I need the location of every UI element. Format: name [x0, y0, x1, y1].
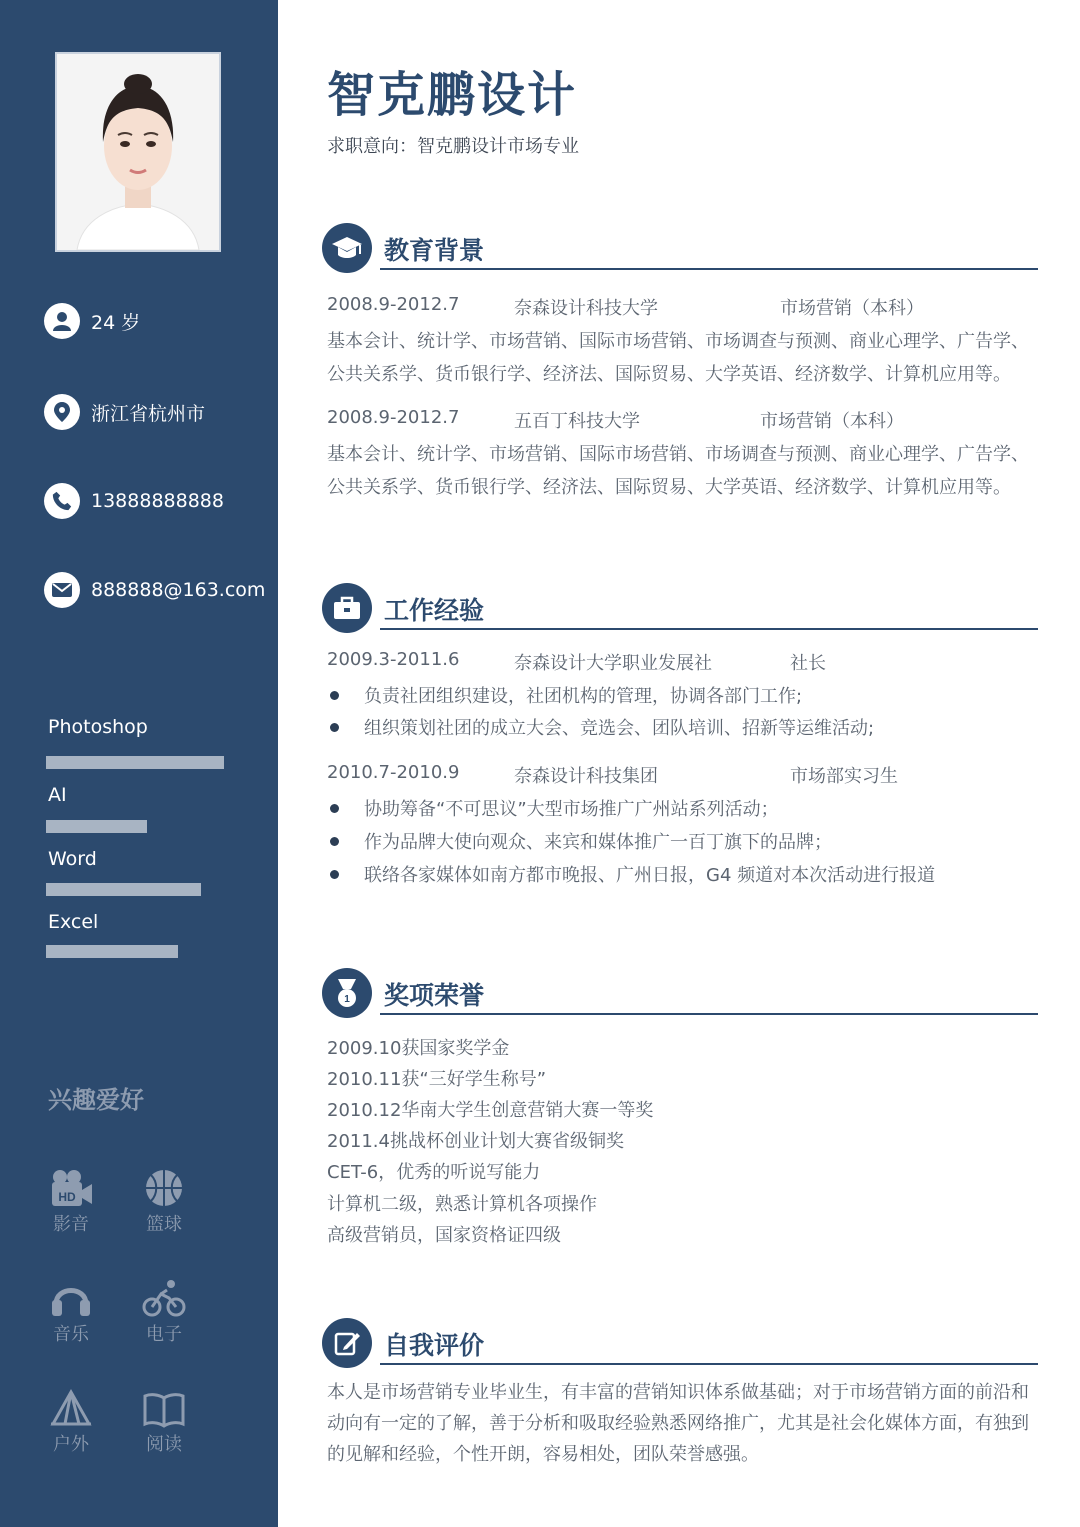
- briefcase-icon: [322, 583, 372, 633]
- hobby-label: 电子: [146, 1324, 182, 1345]
- resume-name: 智克鹏设计: [327, 67, 578, 123]
- hobby-label: 户外: [53, 1434, 89, 1455]
- skill-bar-ai: [46, 820, 224, 833]
- hobby-music: [41, 1276, 101, 1346]
- award-item: 2011.4挑战杯创业计划大赛省级铜奖: [327, 1131, 624, 1152]
- work-role: 社长: [790, 653, 826, 674]
- section-divider: [380, 1363, 1038, 1365]
- contact-age: [44, 303, 140, 339]
- section-title: 自我评价: [384, 1331, 485, 1360]
- contact-location: [44, 394, 205, 430]
- profile-photo: [55, 52, 221, 252]
- hobby-outdoor: [41, 1386, 101, 1456]
- skill-label-ai: AI: [48, 784, 67, 806]
- cyclist-icon: [134, 1276, 194, 1318]
- skill-label-photoshop: Photoshop: [48, 716, 148, 738]
- edu-courses-line: 公共关系学、货币银行学、经济法、国际贸易、大学英语、经济数学、计算机应用等。: [327, 364, 1011, 385]
- person-icon: [44, 303, 80, 339]
- work-org: 奈森设计科技集团: [514, 766, 658, 787]
- svg-text:1: 1: [344, 994, 350, 1005]
- phone-icon: [44, 483, 80, 519]
- award-item: 计算机二级，熟悉计算机各项操作: [327, 1194, 597, 1215]
- edu-school: 奈森设计科技大学: [514, 298, 658, 319]
- work-period: 2010.7-2010.9: [327, 762, 460, 783]
- hobby-label: 音乐: [53, 1324, 89, 1345]
- hobby-basketball: [134, 1166, 194, 1236]
- hobby-label: 影音: [53, 1214, 89, 1235]
- medal-icon: [322, 968, 372, 1018]
- work-bullet: 组织策划社团的成立大会、竞选会、团队培训、招新等运维活动;: [327, 714, 874, 740]
- section-divider: [380, 1013, 1038, 1015]
- email-text: 888888@163.com: [91, 579, 266, 601]
- work-org: 奈森设计大学职业发展社: [514, 653, 712, 674]
- hobby-cycling: [134, 1276, 194, 1346]
- skill-bar-excel: [46, 945, 224, 958]
- edu-courses-line: 公共关系学、货币银行学、经济法、国际贸易、大学英语、经济数学、计算机应用等。: [327, 477, 1011, 498]
- work-period: 2009.3-2011.6: [327, 649, 460, 670]
- award-item: 2010.11获“三好学生称号”: [327, 1069, 547, 1090]
- sidebar: [0, 0, 278, 1527]
- edu-major: 市场营销（本科）: [760, 411, 904, 432]
- section-title: 教育背景: [384, 236, 485, 265]
- section-awards-header: [322, 968, 1038, 1020]
- section-education-header: [322, 223, 1038, 275]
- age-text: 24 岁: [91, 311, 141, 334]
- work-entry-1-header: [327, 649, 826, 674]
- edu-period: 2008.9-2012.7: [327, 294, 460, 315]
- award-item: 高级营销员，国家资格证四级: [327, 1225, 561, 1246]
- section-self-eval-header: [322, 1318, 1038, 1370]
- work-bullet: 协助筹备“不可思议”大型市场推广广州站系列活动；: [327, 795, 779, 821]
- work-bullet: 联络各家媒体如南方都市晚报、广州日报，G4 频道对本次活动进行报道: [327, 861, 935, 887]
- award-item: 2010.12华南大学生创意营销大赛一等奖: [327, 1100, 654, 1121]
- work-bullet: 负责社团组织建设，社团机构的管理，协调各部门工作;: [327, 682, 802, 708]
- section-title: 奖项荣誉: [384, 981, 485, 1010]
- contact-phone: [44, 483, 224, 519]
- edu-courses-line: 基本会计、统计学、市场营销、国际市场营销、市场调查与预测、商业心理学、广告学、: [327, 444, 1029, 465]
- section-divider: [380, 268, 1038, 270]
- headphones-icon: [41, 1276, 101, 1318]
- edu-school: 五百丁科技大学: [514, 411, 640, 432]
- hobby-reading: [134, 1386, 194, 1456]
- tent-icon: [41, 1386, 101, 1428]
- skill-bar-photoshop: [46, 756, 224, 769]
- section-title: 工作经验: [384, 596, 485, 625]
- edu-major: 市场营销（本科）: [780, 298, 924, 319]
- work-entry-2-header: [327, 762, 898, 787]
- edu-entry-2-header: [327, 407, 904, 432]
- movie-hd-icon: [41, 1166, 101, 1208]
- work-bullet: 作为品牌大使向观众、来宾和媒体推广一百丁旗下的品牌；: [327, 828, 832, 854]
- contact-email: [44, 572, 265, 608]
- award-item: 2009.10获国家奖学金: [327, 1038, 510, 1059]
- book-icon: [134, 1386, 194, 1428]
- section-divider: [380, 628, 1038, 630]
- award-item: CET-6，优秀的听说写能力: [327, 1162, 541, 1183]
- hobby-movie: [41, 1166, 101, 1236]
- hobby-label: 阅读: [146, 1434, 182, 1455]
- mail-icon: [44, 572, 80, 608]
- edu-entry-1-header: [327, 294, 924, 319]
- location-text: 浙江省杭州市: [91, 402, 206, 425]
- edu-courses-line: 基本会计、统计学、市场营销、国际市场营销、市场调查与预测、商业心理学、广告学、: [327, 331, 1029, 352]
- svg-text:HD: HD: [58, 1190, 76, 1204]
- self-eval-text: 本人是市场营销专业毕业生，有丰富的营销知识体系做基础；对于市场营销方面的前沿和 动向有一定的了解，善于分析和吸取经验熟悉网络推广，尤其是社会化媒体方面，有独到 的见解和经验，个性开朗，容易相处，团队荣誉感强。: [327, 1382, 1029, 1465]
- edu-period: 2008.9-2012.7: [327, 407, 460, 428]
- edit-pencil-icon: [322, 1318, 372, 1368]
- skill-label-word: Word: [48, 848, 97, 870]
- basketball-icon: [134, 1166, 194, 1208]
- skill-bar-word: [46, 883, 224, 896]
- job-intent: 求职意向：智克鹏设计市场专业: [327, 136, 579, 157]
- phone-text: 13888888888: [91, 490, 224, 512]
- skill-label-excel: Excel: [48, 911, 99, 933]
- section-work-header: [322, 583, 1038, 635]
- work-role: 市场部实习生: [790, 766, 898, 787]
- hobby-label: 篮球: [146, 1214, 182, 1235]
- hobbies-title: 兴趣爱好: [48, 1086, 144, 1114]
- location-icon: [44, 394, 80, 430]
- graduation-cap-icon: [322, 223, 372, 273]
